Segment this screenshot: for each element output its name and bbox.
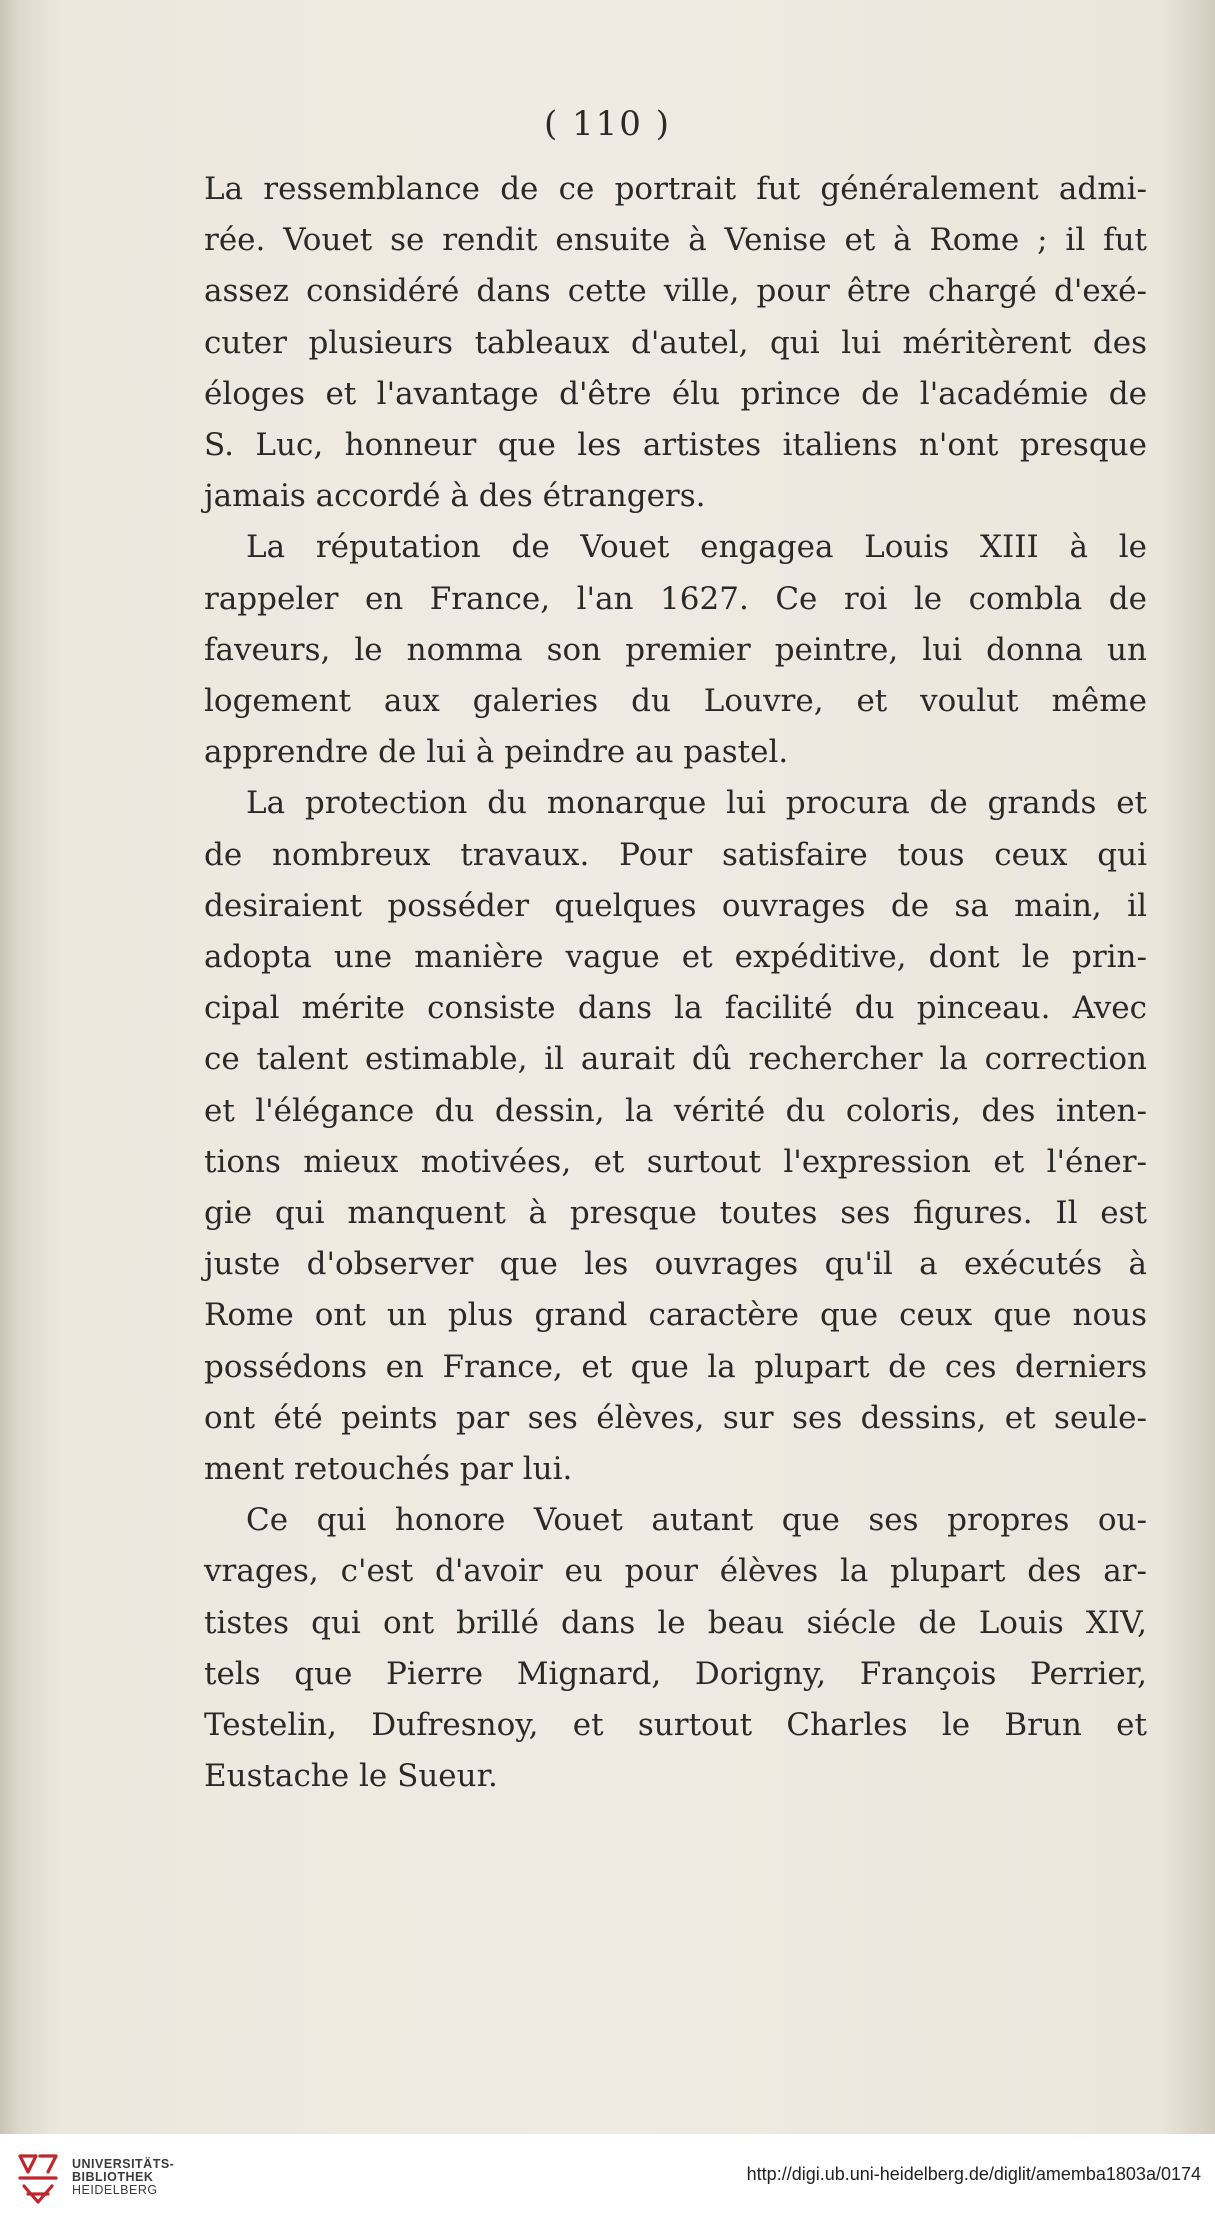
text-line: ment retouchés par lui. [204,1451,573,1488]
institution-line-3: HEIDELBERG [72,2183,158,2197]
text-line: tels que Pierre Mignard, Dorigny, François Perrier, [204,1655,1147,1692]
text-line: possédons en France, et que la plupart de ces derniers [204,1348,1147,1385]
text-line: tistes qui ont brillé dans le beau siécle de Louis XIV, [204,1604,1147,1641]
text-line: Rome ont un plus grand caractère que ceux que nous [204,1297,1147,1334]
text-line: ce talent estimable, il aurait dû rechercher la correction [204,1041,1147,1078]
text-line: ont été peints par ses élèves, sur ses dessins, et seule- [204,1399,1147,1436]
text-line: desiraient posséder quelques ouvrages de sa main, il [204,887,1147,924]
text-line: Eustache le Sueur. [204,1758,498,1795]
text-line: faveurs, le nomma son premier peintre, lui donna un [204,631,1147,668]
text-line: de nombreux travaux. Pour satisfaire tous ceux qui [204,836,1147,873]
text-line: S. Luc, honneur que les artistes italiens n'ont presque [204,427,1147,464]
text-line: adopta une manière vague et expéditive, dont le prin- [204,939,1147,976]
paragraph [204,164,1147,522]
institution-line-1: UNIVERSITÄTS- [72,2157,175,2171]
text-line: juste d'observer que les ouvrages qu'il a exécutés à [204,1246,1147,1283]
page-number: ( 110 ) [543,104,672,144]
text-line: La protection du monarque lui procura de grands et [246,785,1147,822]
institution-line-2: BIBLIOTHEK [72,2170,154,2184]
text-line: jamais accordé à des étrangers. [204,478,706,515]
text-line: et l'élégance du dessin, la vérité du coloris, des inten- [204,1092,1147,1129]
text-line: gie qui manquent à presque toutes ses figures. Il est [204,1195,1147,1232]
body-text [204,164,1147,1803]
text-line: rappeler en France, l'an 1627. Ce roi le combla de [204,580,1147,617]
text-line: tions mieux motivées, et surtout l'expression et l'éner- [204,1143,1147,1180]
paragraph [204,1495,1147,1802]
text-line: cipal mérite consiste dans la facilité du pinceau. Avec [204,990,1147,1027]
permalink-url[interactable]: http://digi.ub.uni-heidelberg.de/diglit/amemba1803a/0174 [746,2164,1201,2184]
text-line: rée. Vouet se rendit ensuite à Venise et à Rome ; il fut [204,222,1147,259]
heidelberg-library-logo-icon [14,2150,62,2208]
text-line: vrages, c'est d'avoir eu pour élèves la plupart des ar- [204,1553,1147,1590]
text-line: éloges et l'avantage d'être élu prince de l'académie de [204,375,1147,412]
text-line: Testelin, Dufresnoy, et surtout Charles le Brun et [204,1707,1147,1744]
paragraph [204,778,1147,1495]
viewer-footer [0,2134,1215,2222]
text-line: apprendre de lui à peindre au pastel. [204,734,789,771]
text-line: cuter plusieurs tableaux d'autel, qui lui méritèrent des [204,324,1147,361]
paragraph [204,522,1147,778]
text-line: La réputation de Vouet engagea Louis XIII à le [246,529,1147,566]
text-line: Ce qui honore Vouet autant que ses propres ou- [246,1502,1147,1539]
text-line: assez considéré dans cette ville, pour être chargé d'exé- [204,273,1147,310]
text-line: logement aux galeries du Louvre, et voulut même [204,683,1147,720]
text-line: La ressemblance de ce portrait fut généralement admi- [204,171,1147,207]
institution-name [72,2158,174,2197]
